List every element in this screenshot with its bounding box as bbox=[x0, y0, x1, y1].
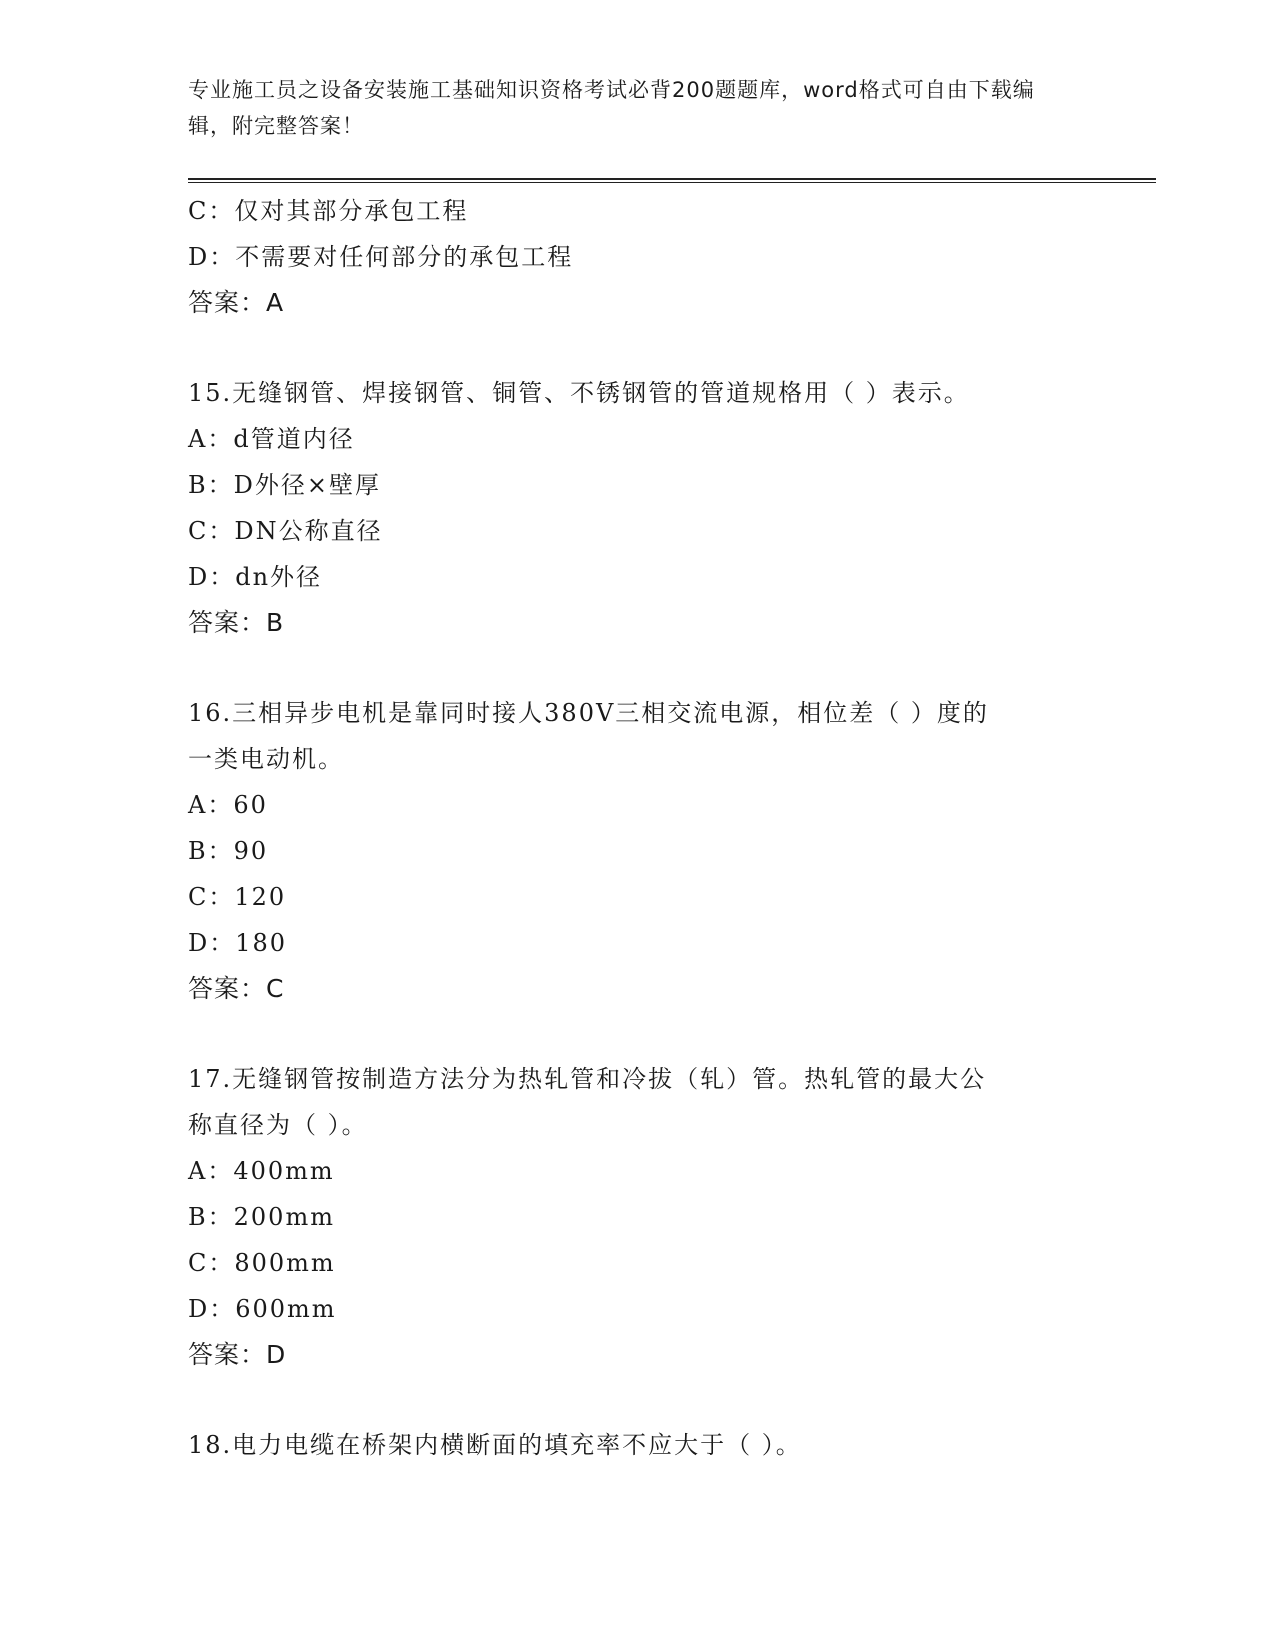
question-list bbox=[188, 188, 1088, 1468]
question-stem: 15.无缝钢管、焊接钢管、铜管、不锈钢管的管道规格用（ ）表示。 bbox=[188, 379, 970, 407]
option-a: A：400mm bbox=[188, 1157, 335, 1185]
answer-line: 答案：C bbox=[188, 974, 285, 1003]
option-c: C：800mm bbox=[188, 1249, 336, 1277]
question-stem: 16.三相异步电机是靠同时接人380V三相交流电源，相位差（ ）度的 bbox=[188, 699, 989, 727]
question-block-16 bbox=[188, 690, 1088, 1012]
option-d: D：dn外径 bbox=[188, 563, 323, 591]
option-d: D：600mm bbox=[188, 1295, 337, 1323]
question-stem-continued: 称直径为（ ）。 bbox=[188, 1111, 368, 1139]
option-a: A：d管道内径 bbox=[188, 425, 355, 453]
option-b: B：D外径×壁厚 bbox=[188, 471, 381, 499]
question-stem: 17.无缝钢管按制造方法分为热轧管和冷拔（轧）管。热轧管的最大公 bbox=[188, 1065, 987, 1093]
option-a: A：60 bbox=[188, 791, 268, 819]
question-block-15 bbox=[188, 370, 1088, 646]
answer-line: 答案：D bbox=[188, 1340, 287, 1369]
option-d: D：不需要对任何部分的承包工程 bbox=[188, 243, 574, 271]
header-divider bbox=[188, 178, 1156, 183]
answer-line: 答案：A bbox=[188, 288, 285, 317]
question-stem: 18.电力电缆在桥架内横断面的填充率不应大于（ ）。 bbox=[188, 1431, 802, 1459]
spacer bbox=[188, 1378, 1088, 1422]
document-header-title: 专业施工员之设备安装施工基础知识资格考试必背200题题库，word格式可自由下载编辑，附完整答案！ bbox=[188, 78, 1035, 138]
spacer bbox=[188, 646, 1088, 690]
option-c: C：仅对其部分承包工程 bbox=[188, 197, 469, 225]
answer-line: 答案：B bbox=[188, 608, 285, 637]
question-block-14 bbox=[188, 188, 1088, 326]
option-c: C：120 bbox=[188, 883, 287, 911]
question-block-17 bbox=[188, 1056, 1088, 1378]
spacer bbox=[188, 326, 1088, 370]
question-stem-continued: 一类电动机。 bbox=[188, 745, 344, 773]
question-block-18 bbox=[188, 1422, 1088, 1468]
option-b: B：200mm bbox=[188, 1203, 335, 1231]
option-d: D：180 bbox=[188, 929, 288, 957]
option-b: B：90 bbox=[188, 837, 269, 865]
option-c: C：DN公称直径 bbox=[188, 517, 383, 545]
spacer bbox=[188, 1012, 1088, 1056]
